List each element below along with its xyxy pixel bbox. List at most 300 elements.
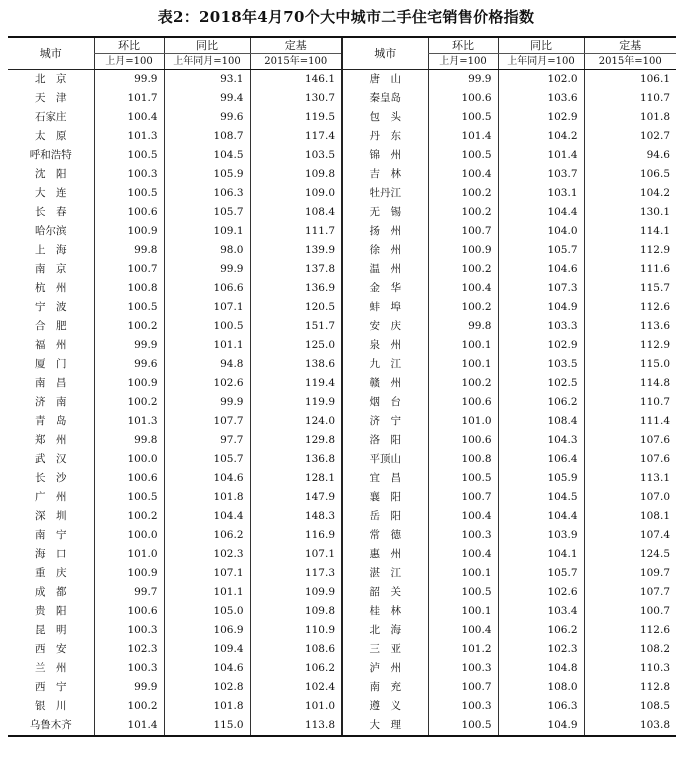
yoy-index-cell: 93.1 [164, 70, 250, 90]
mom-index-cell: 100.2 [428, 184, 498, 203]
mom-index-cell: 100.1 [428, 564, 498, 583]
yoy-index-cell: 102.0 [498, 70, 584, 90]
mom-index-cell: 100.5 [428, 146, 498, 165]
base-index-cell: 113.8 [250, 716, 342, 736]
city-name-cell: 青 岛 [35, 415, 67, 427]
base-index-cell: 125.0 [250, 336, 342, 355]
mom-index-cell: 100.9 [94, 374, 164, 393]
yoy-index-cell: 109.1 [164, 222, 250, 241]
yoy-index-cell: 103.1 [498, 184, 584, 203]
base-index-cell: 124.0 [250, 412, 342, 431]
mom-index-cell: 101.0 [428, 412, 498, 431]
base-index-cell: 102.7 [584, 127, 676, 146]
table-row [8, 127, 676, 146]
base-index-cell: 111.4 [584, 412, 676, 431]
city-name-cell: 北 海 [342, 621, 428, 640]
base-index-cell: 139.9 [250, 241, 342, 260]
table-row [8, 184, 676, 203]
price-index-table [8, 36, 676, 737]
city-name-cell: 常 德 [342, 526, 428, 545]
yoy-index-cell: 104.4 [498, 507, 584, 526]
yoy-index-cell: 106.2 [498, 621, 584, 640]
yoy-index-cell: 99.9 [164, 393, 250, 412]
base-index-cell: 101.0 [250, 697, 342, 716]
mom-index-cell: 100.3 [428, 526, 498, 545]
city-name-cell: 大 理 [342, 716, 428, 736]
city-name-cell: 济 宁 [342, 412, 428, 431]
city-name-cell: 海 口 [35, 548, 67, 560]
yoy-index-cell: 107.1 [164, 298, 250, 317]
table-row [8, 260, 676, 279]
city-name-cell: 三 亚 [342, 640, 428, 659]
base-index-cell: 138.6 [250, 355, 342, 374]
base-index-cell: 108.5 [584, 697, 676, 716]
yoy-index-cell: 101.4 [498, 146, 584, 165]
mom-index-cell: 100.5 [94, 488, 164, 507]
yoy-index-cell: 102.3 [164, 545, 250, 564]
city-name-cell: 泸 州 [342, 659, 428, 678]
mom-index-cell: 100.2 [94, 317, 164, 336]
table-row [8, 355, 676, 374]
city-name-cell: 深 圳 [35, 510, 67, 522]
yoy-index-cell: 103.5 [498, 355, 584, 374]
base-index-cell: 115.7 [584, 279, 676, 298]
yoy-index-cell: 105.7 [498, 241, 584, 260]
base-index-cell: 128.1 [250, 469, 342, 488]
base-index-cell: 100.7 [584, 602, 676, 621]
mom-index-cell: 100.7 [428, 488, 498, 507]
base-index-cell: 151.7 [250, 317, 342, 336]
yoy-index-cell: 101.1 [164, 336, 250, 355]
mom-index-cell: 99.9 [428, 70, 498, 90]
yoy-index-cell: 105.7 [498, 564, 584, 583]
city-name-cell: 牡丹江 [342, 184, 428, 203]
base-index-cell: 111.6 [584, 260, 676, 279]
yoy-index-cell: 99.6 [164, 108, 250, 127]
mom-index-cell: 100.2 [428, 298, 498, 317]
yoy-index-cell: 104.0 [498, 222, 584, 241]
table-row [8, 431, 676, 450]
mom-subheader-right: 上月=100 [428, 54, 498, 70]
yoy-index-cell: 108.7 [164, 127, 250, 146]
yoy-index-cell: 104.5 [498, 488, 584, 507]
mom-index-cell: 100.1 [428, 355, 498, 374]
mom-index-cell: 99.8 [94, 241, 164, 260]
mom-index-cell: 99.9 [94, 70, 164, 90]
yoy-index-cell: 102.8 [164, 678, 250, 697]
city-name-cell: 无 锡 [342, 203, 428, 222]
city-name-cell: 厦 门 [35, 358, 67, 370]
yoy-index-cell: 106.6 [164, 279, 250, 298]
city-name-cell: 石家庄 [35, 111, 67, 123]
table-row [8, 488, 676, 507]
base-subheader-left: 2015年=100 [250, 54, 342, 70]
mom-index-cell: 102.3 [94, 640, 164, 659]
base-index-cell: 112.9 [584, 241, 676, 260]
mom-index-cell: 100.2 [94, 697, 164, 716]
table-row [8, 697, 676, 716]
base-index-cell: 109.8 [250, 165, 342, 184]
table-row [8, 412, 676, 431]
yoy-index-cell: 104.4 [498, 203, 584, 222]
base-index-cell: 119.5 [250, 108, 342, 127]
yoy-header-right: 同比 [498, 37, 584, 54]
yoy-index-cell: 108.4 [498, 412, 584, 431]
yoy-index-cell: 102.9 [498, 108, 584, 127]
yoy-index-cell: 102.6 [498, 583, 584, 602]
yoy-index-cell: 99.4 [164, 89, 250, 108]
mom-index-cell: 100.0 [94, 526, 164, 545]
table-row [8, 545, 676, 564]
yoy-index-cell: 106.3 [498, 697, 584, 716]
base-index-cell: 106.5 [584, 165, 676, 184]
city-name-cell: 上 海 [35, 244, 67, 256]
mom-index-cell: 99.9 [94, 678, 164, 697]
city-name-cell: 合 肥 [35, 320, 67, 332]
base-index-cell: 147.9 [250, 488, 342, 507]
mom-index-cell: 100.3 [94, 165, 164, 184]
yoy-index-cell: 108.0 [498, 678, 584, 697]
base-index-cell: 137.8 [250, 260, 342, 279]
mom-index-cell: 100.5 [428, 716, 498, 736]
city-name-cell: 岳 阳 [342, 507, 428, 526]
table-row [8, 678, 676, 697]
yoy-index-cell: 104.8 [498, 659, 584, 678]
mom-index-cell: 100.5 [428, 583, 498, 602]
yoy-index-cell: 105.7 [164, 203, 250, 222]
city-name-cell: 南 昌 [35, 377, 67, 389]
yoy-index-cell: 97.7 [164, 431, 250, 450]
base-index-cell: 110.7 [584, 89, 676, 108]
table-row [8, 336, 676, 355]
yoy-index-cell: 106.2 [164, 526, 250, 545]
city-name-cell: 锦 州 [342, 146, 428, 165]
city-name-cell: 重 庆 [35, 567, 67, 579]
base-index-cell: 112.8 [584, 678, 676, 697]
mom-index-cell: 100.4 [94, 108, 164, 127]
base-index-cell: 107.7 [584, 583, 676, 602]
table-row [8, 450, 676, 469]
city-name-cell: 韶 关 [342, 583, 428, 602]
city-name-cell: 包 头 [342, 108, 428, 127]
yoy-index-cell: 102.5 [498, 374, 584, 393]
base-index-cell: 109.7 [584, 564, 676, 583]
base-index-cell: 110.9 [250, 621, 342, 640]
city-name-cell: 成 都 [35, 586, 67, 598]
table-row [8, 70, 676, 90]
base-index-cell: 112.6 [584, 621, 676, 640]
mom-index-cell: 101.3 [94, 127, 164, 146]
city-name-cell: 金 华 [342, 279, 428, 298]
mom-index-cell: 100.7 [428, 222, 498, 241]
base-index-cell: 107.1 [250, 545, 342, 564]
base-index-cell: 113.1 [584, 469, 676, 488]
base-index-cell: 102.4 [250, 678, 342, 697]
yoy-header-left: 同比 [164, 37, 250, 54]
mom-index-cell: 100.4 [428, 165, 498, 184]
base-index-cell: 94.6 [584, 146, 676, 165]
mom-index-cell: 100.1 [428, 336, 498, 355]
base-index-cell: 103.5 [250, 146, 342, 165]
yoy-index-cell: 104.1 [498, 545, 584, 564]
yoy-index-cell: 115.0 [164, 716, 250, 736]
base-index-cell: 110.7 [584, 393, 676, 412]
mom-index-cell: 100.2 [428, 374, 498, 393]
base-index-cell: 108.6 [250, 640, 342, 659]
base-index-cell: 112.6 [584, 298, 676, 317]
table-title: 表2：2018年4月70个大中城市二手住宅销售价格指数 [157, 8, 535, 26]
city-name-cell: 西 安 [35, 643, 67, 655]
mom-index-cell: 100.6 [428, 431, 498, 450]
mom-index-cell: 100.4 [428, 279, 498, 298]
city-name-cell: 长 沙 [35, 472, 67, 484]
yoy-index-cell: 106.3 [164, 184, 250, 203]
table-row [8, 89, 676, 108]
city-name-cell: 南 充 [342, 678, 428, 697]
city-name-cell: 九 江 [342, 355, 428, 374]
table-row [8, 203, 676, 222]
city-name-cell: 宁 波 [35, 301, 67, 313]
mom-index-cell: 100.1 [428, 602, 498, 621]
table-row [8, 393, 676, 412]
table-row [8, 583, 676, 602]
city-name-cell: 广 州 [35, 491, 67, 503]
base-index-cell: 115.0 [584, 355, 676, 374]
mom-index-cell: 100.3 [428, 697, 498, 716]
table-row [8, 602, 676, 621]
city-name-cell: 泉 州 [342, 336, 428, 355]
city-name-cell: 洛 阳 [342, 431, 428, 450]
table-row [8, 222, 676, 241]
city-name-cell: 西 宁 [35, 681, 67, 693]
mom-index-cell: 100.0 [94, 450, 164, 469]
yoy-index-cell: 106.4 [498, 450, 584, 469]
city-name-cell: 南 京 [35, 263, 67, 275]
base-index-cell: 136.9 [250, 279, 342, 298]
mom-index-cell: 100.3 [428, 659, 498, 678]
table-row [8, 469, 676, 488]
base-index-cell: 103.8 [584, 716, 676, 736]
yoy-index-cell: 100.5 [164, 317, 250, 336]
city-header-right: 城市 [342, 37, 428, 70]
table-row [8, 108, 676, 127]
yoy-index-cell: 106.2 [498, 393, 584, 412]
yoy-index-cell: 104.9 [498, 298, 584, 317]
base-index-cell: 109.9 [250, 583, 342, 602]
base-index-cell: 108.2 [584, 640, 676, 659]
yoy-index-cell: 107.1 [164, 564, 250, 583]
base-index-cell: 110.3 [584, 659, 676, 678]
yoy-subheader-left: 上年同月=100 [164, 54, 250, 70]
yoy-index-cell: 94.8 [164, 355, 250, 374]
table-row [8, 716, 676, 736]
base-index-cell: 112.9 [584, 336, 676, 355]
city-name-cell: 唐 山 [342, 70, 428, 90]
base-header-right: 定基 [584, 37, 676, 54]
yoy-index-cell: 99.9 [164, 260, 250, 279]
base-index-cell: 109.8 [250, 602, 342, 621]
base-index-cell: 109.0 [250, 184, 342, 203]
base-header-left: 定基 [250, 37, 342, 54]
city-name-cell: 郑 州 [35, 434, 67, 446]
mom-index-cell: 100.2 [428, 260, 498, 279]
yoy-index-cell: 104.6 [164, 659, 250, 678]
base-index-cell: 117.4 [250, 127, 342, 146]
base-index-cell: 120.5 [250, 298, 342, 317]
yoy-index-cell: 102.6 [164, 374, 250, 393]
mom-index-cell: 100.2 [94, 507, 164, 526]
mom-index-cell: 100.9 [428, 241, 498, 260]
yoy-index-cell: 104.3 [498, 431, 584, 450]
yoy-index-cell: 102.3 [498, 640, 584, 659]
mom-index-cell: 100.7 [428, 678, 498, 697]
city-name-cell: 武 汉 [35, 453, 67, 465]
city-name-cell: 秦皇岛 [342, 89, 428, 108]
city-name-cell: 天 津 [35, 92, 67, 104]
base-index-cell: 119.4 [250, 374, 342, 393]
mom-subheader-left: 上月=100 [94, 54, 164, 70]
city-name-cell: 桂 林 [342, 602, 428, 621]
table-row [8, 279, 676, 298]
city-name-cell: 福 州 [35, 339, 67, 351]
mom-index-cell: 100.2 [94, 393, 164, 412]
yoy-index-cell: 101.1 [164, 583, 250, 602]
base-subheader-right: 2015年=100 [584, 54, 676, 70]
yoy-index-cell: 103.7 [498, 165, 584, 184]
base-index-cell: 106.2 [250, 659, 342, 678]
city-name-cell: 吉 林 [342, 165, 428, 184]
table-row [8, 165, 676, 184]
city-name-cell: 哈尔滨 [35, 225, 67, 237]
yoy-index-cell: 103.9 [498, 526, 584, 545]
mom-index-cell: 100.5 [94, 298, 164, 317]
mom-index-cell: 100.5 [428, 108, 498, 127]
mom-header-left: 环比 [94, 37, 164, 54]
yoy-index-cell: 105.7 [164, 450, 250, 469]
mom-index-cell: 100.8 [94, 279, 164, 298]
base-index-cell: 107.4 [584, 526, 676, 545]
mom-index-cell: 100.9 [94, 564, 164, 583]
base-index-cell: 107.6 [584, 450, 676, 469]
yoy-index-cell: 105.9 [164, 165, 250, 184]
table-row [8, 564, 676, 583]
yoy-index-cell: 102.9 [498, 336, 584, 355]
city-name-cell: 扬 州 [342, 222, 428, 241]
mom-index-cell: 100.4 [428, 507, 498, 526]
mom-index-cell: 99.8 [94, 431, 164, 450]
city-name-cell: 惠 州 [342, 545, 428, 564]
yoy-index-cell: 101.8 [164, 488, 250, 507]
yoy-index-cell: 109.4 [164, 640, 250, 659]
yoy-index-cell: 106.9 [164, 621, 250, 640]
city-name-cell: 襄 阳 [342, 488, 428, 507]
city-name-cell: 徐 州 [342, 241, 428, 260]
mom-index-cell: 99.8 [428, 317, 498, 336]
table-row [8, 298, 676, 317]
mom-index-cell: 100.3 [94, 621, 164, 640]
mom-index-cell: 100.5 [94, 146, 164, 165]
city-name-cell: 安 庆 [342, 317, 428, 336]
base-index-cell: 146.1 [250, 70, 342, 90]
mom-index-cell: 100.9 [94, 222, 164, 241]
mom-index-cell: 101.0 [94, 545, 164, 564]
yoy-index-cell: 103.3 [498, 317, 584, 336]
table-row [8, 526, 676, 545]
base-index-cell: 129.8 [250, 431, 342, 450]
city-name-cell: 南 宁 [35, 529, 67, 541]
base-index-cell: 130.7 [250, 89, 342, 108]
city-header-left: 城市 [8, 37, 94, 70]
table-row [8, 507, 676, 526]
mom-index-cell: 101.4 [428, 127, 498, 146]
city-name-cell: 沈 阳 [35, 168, 67, 180]
yoy-index-cell: 104.5 [164, 146, 250, 165]
yoy-index-cell: 107.7 [164, 412, 250, 431]
mom-index-cell: 100.4 [428, 545, 498, 564]
city-name-cell: 大 连 [35, 187, 67, 199]
city-name-cell: 赣 州 [342, 374, 428, 393]
base-index-cell: 116.9 [250, 526, 342, 545]
city-name-cell: 昆 明 [35, 624, 67, 636]
base-index-cell: 130.1 [584, 203, 676, 222]
yoy-index-cell: 105.9 [498, 469, 584, 488]
yoy-index-cell: 104.4 [164, 507, 250, 526]
city-name-cell: 乌鲁木齐 [8, 716, 94, 736]
yoy-index-cell: 107.3 [498, 279, 584, 298]
mom-index-cell: 100.3 [94, 659, 164, 678]
mom-index-cell: 100.7 [94, 260, 164, 279]
base-index-cell: 136.8 [250, 450, 342, 469]
base-index-cell: 107.6 [584, 431, 676, 450]
city-name-cell: 温 州 [342, 260, 428, 279]
city-name-cell: 湛 江 [342, 564, 428, 583]
city-name-cell: 贵 阳 [35, 605, 67, 617]
yoy-index-cell: 103.6 [498, 89, 584, 108]
city-name-cell: 呼和浩特 [29, 149, 72, 161]
mom-index-cell: 100.6 [94, 602, 164, 621]
table-row [8, 241, 676, 260]
table-row [8, 146, 676, 165]
city-name-cell: 杭 州 [35, 282, 67, 294]
city-name-cell: 济 南 [35, 396, 67, 408]
city-name-cell: 宜 昌 [342, 469, 428, 488]
base-index-cell: 148.3 [250, 507, 342, 526]
base-index-cell: 108.1 [584, 507, 676, 526]
base-index-cell: 101.8 [584, 108, 676, 127]
city-name-cell: 银 川 [35, 700, 67, 712]
base-index-cell: 113.6 [584, 317, 676, 336]
city-name-cell: 长 春 [35, 206, 67, 218]
base-index-cell: 124.5 [584, 545, 676, 564]
yoy-index-cell: 103.4 [498, 602, 584, 621]
base-index-cell: 111.7 [250, 222, 342, 241]
mom-index-cell: 101.4 [94, 716, 164, 736]
mom-index-cell: 100.4 [428, 621, 498, 640]
base-index-cell: 107.0 [584, 488, 676, 507]
mom-index-cell: 101.2 [428, 640, 498, 659]
yoy-index-cell: 104.6 [164, 469, 250, 488]
table-row [8, 640, 676, 659]
yoy-index-cell: 104.2 [498, 127, 584, 146]
mom-index-cell: 99.7 [94, 583, 164, 602]
base-index-cell: 114.8 [584, 374, 676, 393]
mom-index-cell: 100.6 [428, 89, 498, 108]
base-index-cell: 117.3 [250, 564, 342, 583]
table-body [8, 70, 676, 737]
table-row [8, 659, 676, 678]
base-index-cell: 108.4 [250, 203, 342, 222]
city-name-cell: 蚌 埠 [342, 298, 428, 317]
